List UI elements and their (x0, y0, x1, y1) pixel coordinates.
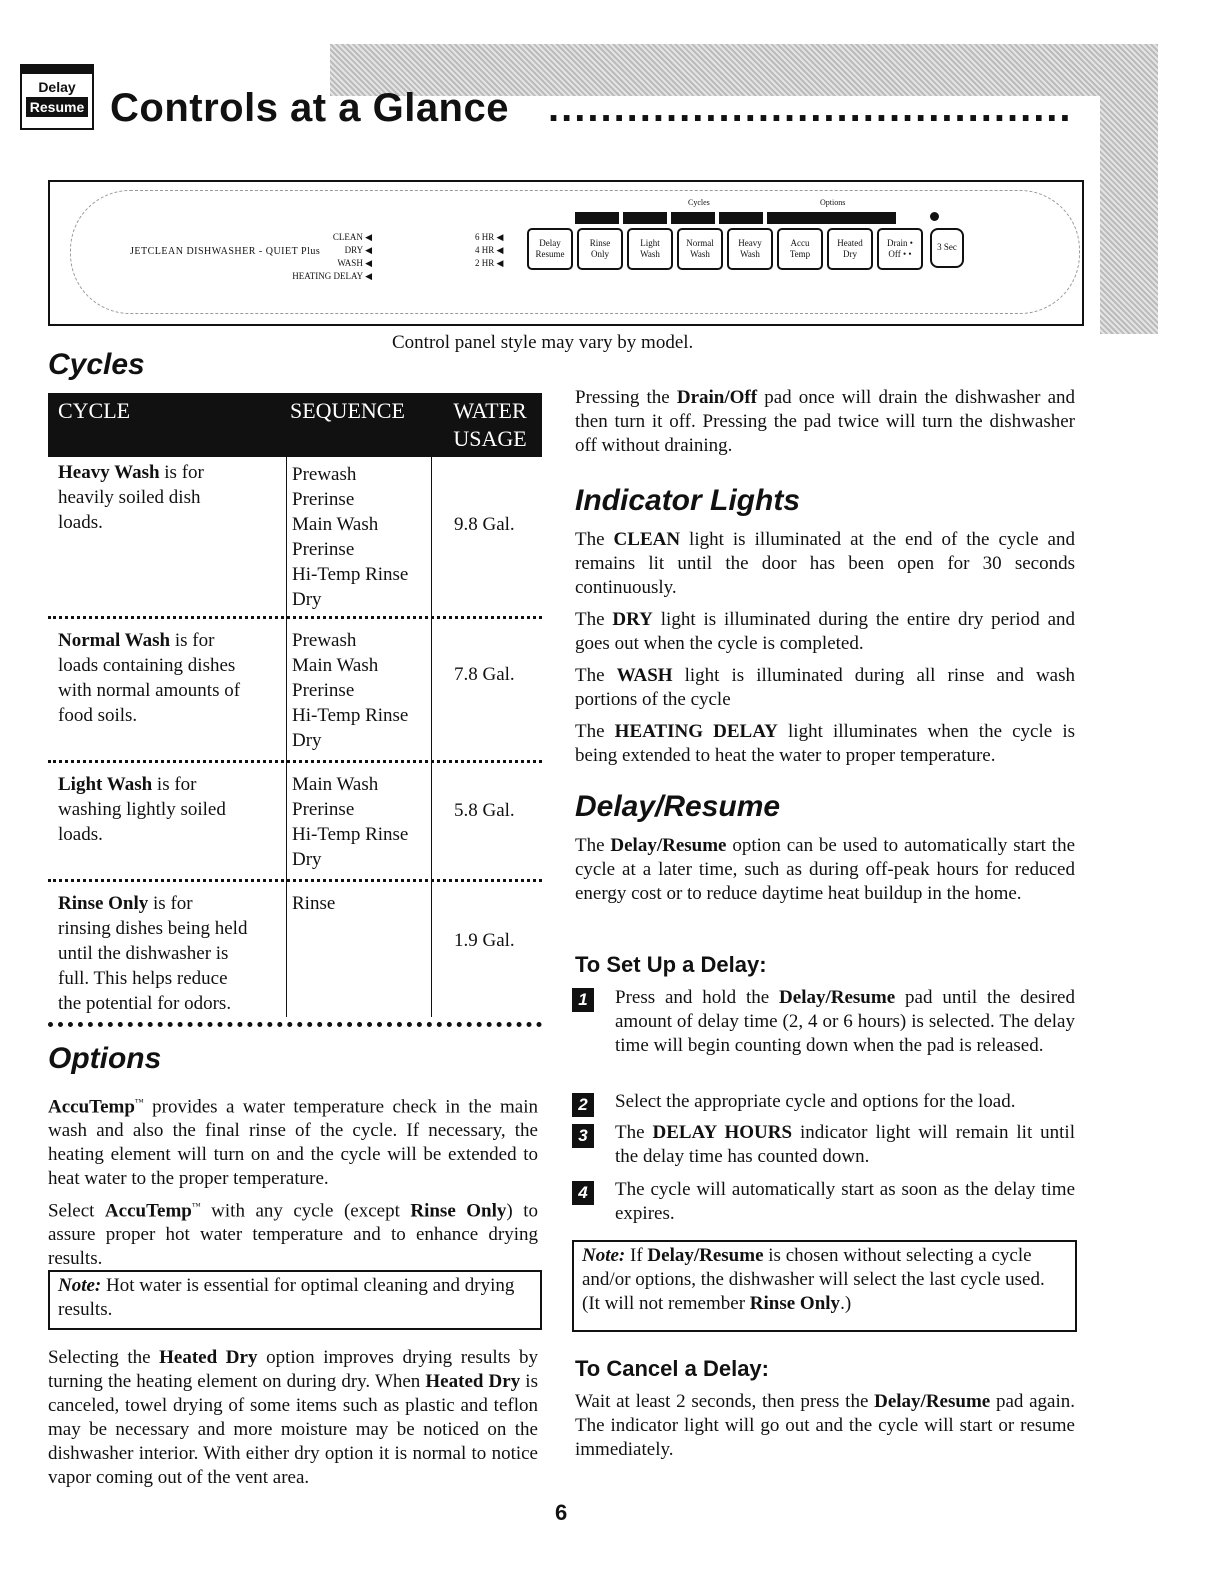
cycles-heading: Cycles (48, 348, 145, 381)
row-separator (48, 760, 542, 763)
pad-light-wash: Light Wash (627, 228, 673, 270)
status-light-dot (930, 212, 939, 221)
row-separator (48, 879, 542, 882)
cycle-desc-light: Light Wash is for washing lightly soiled loads. (58, 774, 226, 845)
page-title: Controls at a Glance (110, 86, 509, 130)
col-sequence: SEQUENCE (290, 398, 405, 423)
cycle-desc-heavy: Heavy Wash is for heavily soiled dish loads. (58, 462, 204, 533)
panel-brand: JETCLEAN DISHWASHER - QUIET Plus (130, 246, 321, 257)
pad-drain-off: Drain • Off • • (877, 228, 923, 270)
pad-heated-dry: Heated Dry (827, 228, 873, 270)
panel-options-label: Options (820, 198, 846, 207)
setup-delay-heading: To Set Up a Delay: (575, 952, 767, 977)
delay-6hr: 6 HR ◀ (475, 232, 504, 242)
pad-delay-resume: Delay Resume (527, 228, 573, 270)
cancel-delay-paragraph: Wait at least 2 seconds, then press the Delay/Resume pad again. The indicator light will go out and the cycle will start or resume immediately. (575, 1391, 1075, 1460)
cycle-seq-normal: Prewash Main Wash Prerinse Hi-Temp Rinse Dry (292, 630, 409, 751)
delay-4hr: 4 HR ◀ (475, 245, 504, 255)
step-4-text: The cycle will automatically start as soon as the delay time expires. (615, 1179, 1075, 1224)
wash-light-paragraph: The WASH light is illuminated during all rinse and wash portions of the cycle (575, 665, 1075, 710)
delay-resume-heading: Delay/Resume (575, 790, 781, 823)
step-3-text: The DELAY HOURS indicator light will remain lit until the delay time has counted down. (615, 1122, 1075, 1167)
cycle-water-rinse: 1.9 Gal. (454, 930, 515, 951)
cycle-seq-heavy: Prewash Prerinse Main Wash Prerinse Hi-Temp Rinse Dry (292, 464, 409, 610)
indicator-clean: CLEAN ◀ (332, 232, 372, 242)
indicator-dry: DRY ◀ (344, 245, 372, 255)
step-4-icon: 4 (572, 1181, 594, 1205)
cycle-table-header (48, 393, 542, 457)
delay-resume-badge-icon (20, 72, 94, 130)
cycle-desc-rinse: Rinse Only is for rinsing dishes being held until the dishwasher is full. This helps reduce the potential for odors. (58, 893, 248, 1014)
panel-caption: Control panel style may vary by model. (392, 332, 694, 353)
header-shade-margin (1100, 44, 1158, 334)
clean-light-paragraph: The CLEAN light is illuminated at the end of the cycle and remains lit until the door has been open for 30 seconds continuously. (575, 529, 1075, 598)
page-number: 6 (555, 1500, 568, 1525)
table-bottom-border (48, 1022, 542, 1027)
col-cycle: CYCLE (58, 398, 131, 423)
badge-top-bar (20, 64, 94, 72)
hot-water-note: Note: Hot water is essential for optimal cleaning and drying results. (48, 1270, 542, 1330)
indicator-wash: WASH ◀ (337, 258, 372, 268)
option-lights-bar (800, 212, 896, 224)
step-2-text: Select the appropriate cycle and options for the load. (615, 1091, 1016, 1112)
delay-2hr: 2 HR ◀ (475, 258, 504, 268)
pad-heavy-wash: Heavy Wash (727, 228, 773, 270)
badge-top-label: Delay (22, 74, 92, 94)
cycle-seq-rinse: Rinse (292, 893, 336, 914)
accutemp-paragraph: AccuTemp™ provides a water temperature check in the main wash and also the final rinse of the cycle. If necessary, the heating element will turn on and the cycle will be extended to heat water to the proper temperature. (48, 1096, 538, 1190)
pad-normal-wash: Normal Wash (677, 228, 723, 270)
start-pad: 3 Sec (930, 228, 964, 268)
cycle-water-normal: 7.8 Gal. (454, 664, 515, 685)
indicator-heating-delay: HEATING DELAY ◀ (292, 271, 372, 281)
step-1-text: Press and hold the Delay/Resume pad until the desired amount of delay time (2, 4 or 6 hours) is selected. The delay time will begin counting down when the pad is released. (615, 987, 1075, 1056)
cycle-water-light: 5.8 Gal. (454, 800, 515, 821)
pad-rinse-only: Rinse Only (577, 228, 623, 270)
delay-resume-note: Note: If Delay/Resume is chosen without selecting a cycle and/or options, the dishwasher will select the last cycle used. (It will not remember Rinse Only.) (572, 1240, 1077, 1332)
cycle-desc-normal: Normal Wash is for loads containing dishes with normal amounts of food soils. (58, 630, 241, 726)
cycle-seq-light: Main Wash Prerinse Hi-Temp Rinse Dry (292, 774, 409, 870)
step-1-icon: 1 (572, 988, 594, 1012)
table-divider (286, 457, 287, 1017)
step-3-icon: 3 (572, 1124, 594, 1148)
pad-accu-temp: Accu Temp (777, 228, 823, 270)
indicator-lights-heading: Indicator Lights (575, 484, 800, 517)
step-2-icon: 2 (572, 1093, 594, 1117)
options-heading: Options (48, 1042, 162, 1075)
drain-off-paragraph: Pressing the Drain/Off pad once will drain the dishwasher and then turn it off. Pressing the pad twice will turn the dishwasher off without draining. (575, 387, 1076, 456)
badge-bottom-label: Resume (26, 97, 88, 117)
title-leader-dots: ........................................ (548, 86, 1073, 130)
col-water-usage: WATER USAGE (453, 398, 527, 451)
dry-light-paragraph: The DRY light is illuminated during the entire dry period and goes out when the cycle is completed. (575, 609, 1076, 654)
cycle-water-heavy: 9.8 Gal. (454, 514, 515, 535)
row-separator (48, 616, 542, 619)
accutemp-select-paragraph: Select AccuTemp™ with any cycle (except Rinse Only) to assure proper hot water temperature and to enhance drying results. (48, 1200, 538, 1270)
cancel-delay-heading: To Cancel a Delay: (575, 1356, 769, 1381)
delay-resume-intro: The Delay/Resume option can be used to automatically start the cycle at a later time, such as during off-peak hours for reduced energy cost or to reduce daytime heat buildup in the home. (575, 835, 1075, 904)
panel-cycles-label: Cycles (688, 198, 710, 207)
heating-delay-paragraph: The HEATING DELAY light illuminates when the cycle is being extended to heat the water to proper temperature. (575, 721, 1075, 766)
heated-dry-paragraph: Selecting the Heated Dry option improves drying results by turning the heating element on during dry. When Heated Dry is canceled, towel drying of some items such as plastic and teflon may be necessary and more moisture may be noticed on the dishwasher interior. With either dry option it is normal to notice vapor coming out of the vent area. (48, 1347, 538, 1488)
table-divider (431, 457, 432, 1017)
